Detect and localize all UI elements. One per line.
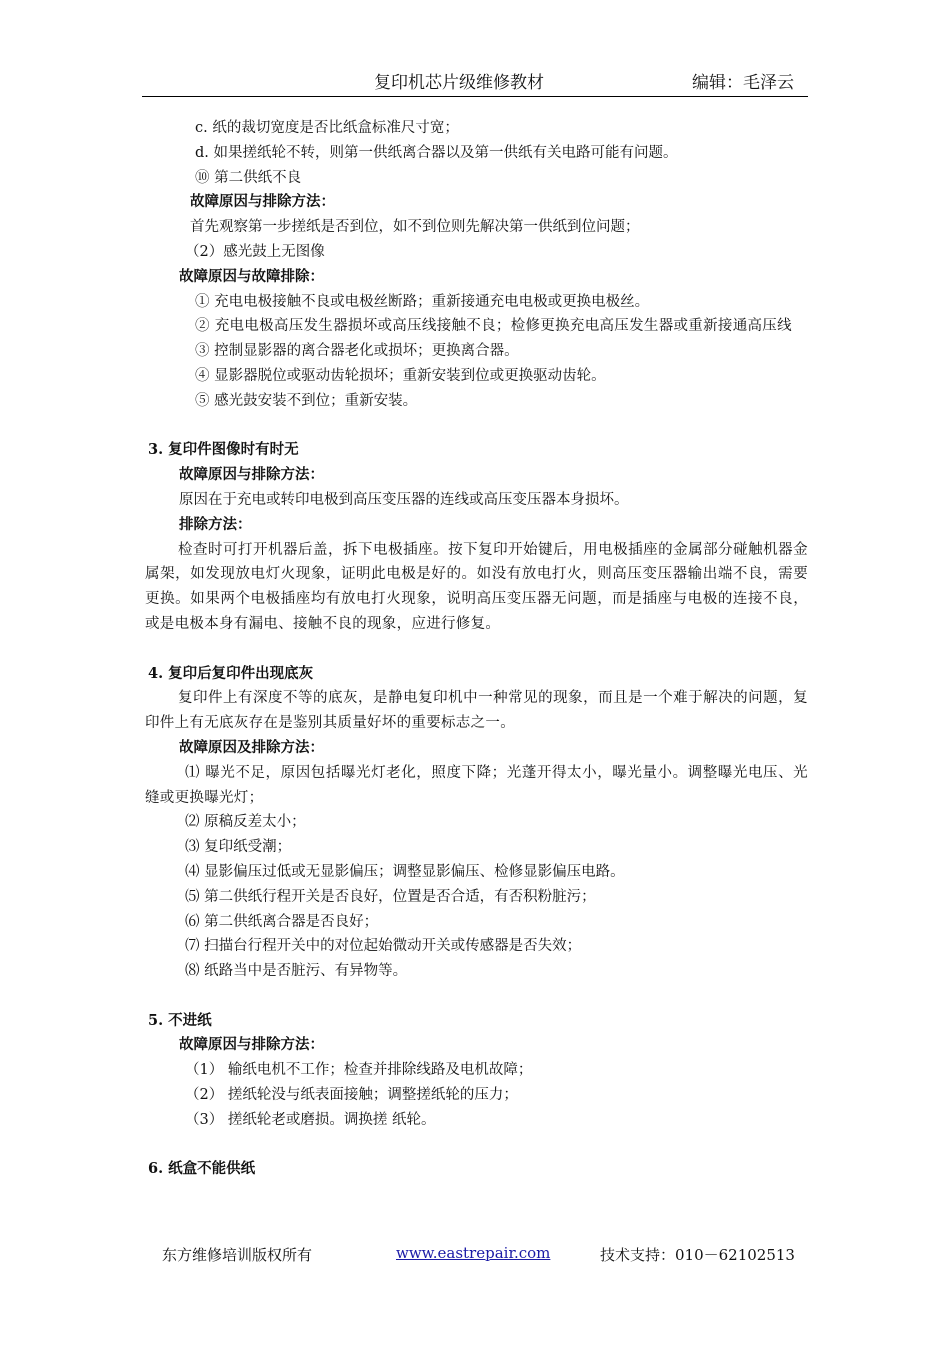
document-title: 复印机芯片级维修教材 — [374, 73, 544, 93]
text-line: ⑵ 原稿反差太小； — [185, 814, 306, 831]
subheading: 故障原因与故障排除： — [179, 267, 324, 285]
text-line: ⑺ 扫描台行程开关中的对位起始微动开关或传感器是否失效； — [185, 938, 582, 955]
support-phone: 技术支持：010－62102513 — [600, 1246, 795, 1264]
subheading: 故障原因与排除方法： — [190, 193, 335, 211]
text-line: c. 纸的裁切宽度是否比纸盒标准尺寸宽； — [195, 120, 459, 136]
text-line: ⑶ 复印纸受潮； — [185, 839, 292, 856]
text-line: （3） 搓纸轮老或磨损。调换搓 纸轮。 — [185, 1111, 436, 1128]
subheading: 故障原因及排除方法： — [179, 738, 324, 756]
section-heading: 5. 不进纸 — [148, 1011, 212, 1029]
text-line: （2）感光鼓上无图像 — [185, 243, 325, 260]
text-line: d. 如果搓纸轮不转，则第一供纸离合器以及第一供纸有关电路可能有问题。 — [195, 144, 678, 161]
text-line: ⑹ 第二供纸离合器是否良好； — [185, 913, 379, 930]
text-line: 首先观察第一步搓纸是否到位，如不到位则先解决第一供纸到位问题； — [190, 219, 640, 236]
text-line: ① 充电电极接触不良或电极丝断路；重新接通充电电极或更换电极丝。 — [195, 293, 650, 310]
page-header — [142, 66, 808, 97]
paragraph: ⑴ 曝光不足，原因包括曝光灯老化，照度下降；光蓬开得太小，曝光量小。调整曝光电压、光缝或更换曝光灯； — [145, 764, 808, 806]
paragraph: 复印件上有深度不等的底灰，是静电复印机中一种常见的现象，而且是一个难于解决的问题，复印件上有无底灰存在是鉴别其质量好坏的重要标志之一。 — [145, 690, 808, 732]
text-line: ⑩ 第二供纸不良 — [195, 169, 302, 186]
paragraph: 检查时可打开机器后盖，拆下电极插座。按下复印开始键后，用电极插座的金属部分碰触机器金属架，如发现放电灯火现象，证明此电极是好的。如没有放电打火，则高压变压器输出端不良，需要更换。如果两个电极插座均有放电打火现象，说明高压变压器无问题，而是插座与电极的连接不良，或是电极本身有漏电、接触不良的现象，应进行修复。 — [145, 541, 808, 632]
subheading: 排除方法： — [179, 515, 252, 533]
editor-credit: 编辑：毛泽云 — [692, 73, 794, 93]
text-line: ⑸ 第二供纸行程开关是否良好，位置是否合适，有否积粉脏污； — [185, 888, 596, 905]
copyright-text: 东方维修培训版权所有 — [162, 1246, 313, 1264]
text-line: ③ 控制显影器的离合器老化或损坏；更换离合器。 — [195, 343, 519, 360]
section-heading: 4. 复印后复印件出现底灰 — [148, 664, 314, 682]
section-heading: 3. 复印件图像时有时无 — [148, 441, 299, 459]
text-line: （1） 输纸电机不工作；检查并排除线路及电机故障； — [185, 1062, 533, 1079]
subheading: 故障原因与排除方法： — [179, 466, 324, 484]
text-line: ⑷ 显影偏压过低或无显影偏压；调整显影偏压、检修显影偏压电路。 — [185, 863, 625, 880]
section-heading: 6. 纸盒不能供纸 — [148, 1160, 256, 1178]
document-body — [145, 116, 808, 1182]
text-line: ④ 显影器脱位或驱动齿轮损坏；重新安装到位或更换驱动齿轮。 — [195, 367, 606, 384]
text-line: （2） 搓纸轮没与纸表面接触；调整搓纸轮的压力； — [185, 1087, 518, 1104]
paragraph: ② 充电电极高压发生器损坏或高压线接触不良；检修更换充电高压发生器或重新接通高压线 — [195, 318, 792, 335]
subheading: 故障原因与排除方法： — [179, 1036, 324, 1054]
text-line: ⑻ 纸路当中是否脏污、有异物等。 — [185, 963, 408, 980]
website-link[interactable]: www.eastrepair.com — [396, 1244, 551, 1262]
text-line: ⑤ 感光鼓安装不到位；重新安装。 — [195, 392, 418, 409]
text-line: 原因在于充电或转印电极到高压变压器的连线或高压变压器本身损坏。 — [179, 491, 629, 508]
